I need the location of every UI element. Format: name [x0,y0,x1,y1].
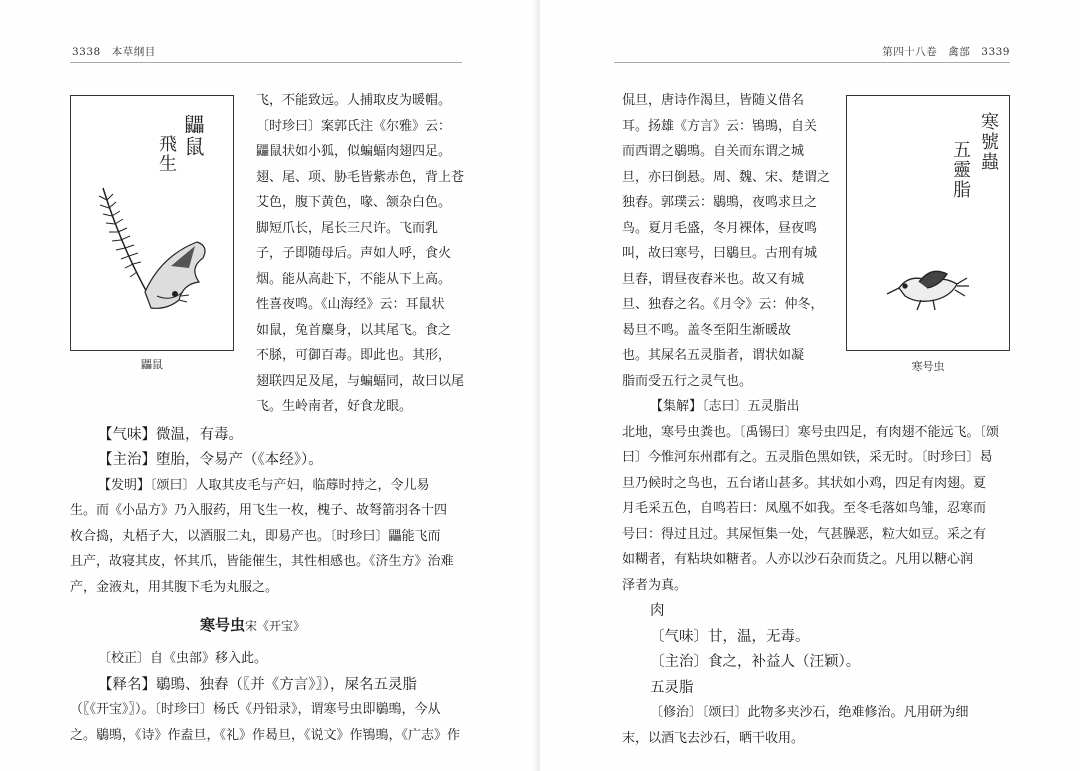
text-line: 之。鶡鴠，《诗》作盍旦，《礼》作曷旦，《说文》作鴇鴠，《广志》作 [70,727,461,743]
text-line: （〖《开宝》〗）。〔时珍曰〕杨氏《丹铅录》，谓寒号虫即鶡鴠，今从 [70,702,441,717]
text-line: 月毛采五色，自鸣若曰：凤凰不如我。至冬毛落如鸟雏，忍寒而 [622,501,987,516]
shiming-first-line: 【释名】鶡鴠、独舂（〖并《方言》〗），屎名五灵脂 [98,676,417,693]
text-line: 脂而受五行之灵气也。 [622,373,753,389]
text-line: 产，金液丸，用其腹下毛为丸服之。 [70,579,279,595]
text-line: 独舂。郭璞云：鶡鴠，夜鸣求旦之 [622,195,818,210]
text-line: 艾色，腹下黄色，喙、颔杂白色。 [256,195,452,210]
jijie-first-line: 【集解】〔志曰〕五灵脂出 [650,399,800,414]
figure-caption: 寒号虫 [911,360,945,373]
text-line: 号曰：得过且过。其屎恒集一处，气甚臊恶，粒大如豆。采之有 [622,526,987,542]
qiwei-entry: 【气味】微温，有毒。 [98,426,243,443]
figure-title-sub: 飛生 [156,134,177,174]
text-line: 叫，故曰寒号，曰鶡旦。古刑有城 [622,246,818,261]
text-line: 旦舂，谓昼夜舂米也。故又有城 [622,271,805,287]
text-line: 飞。生岭南者，好食龙眼。 [256,399,413,414]
figure-title-main: 寒號蟲 [978,112,999,172]
text-line: 鸟。夏月毛盛，冬月裸体，昼夜鸣 [622,220,818,236]
text-line: 〔时珍曰〕案郭氏注《尔雅》云： [256,118,452,134]
left-header-rule [70,62,462,63]
figure-title-sub: 五靈脂 [950,140,971,200]
section-title-source: 宋《开宝》 [245,619,306,633]
text-line: 脚短爪长，尾长三尺许。飞而乳 [256,220,439,236]
rou-qiwei-entry: 〔气味〕甘，温，无毒。 [650,628,810,645]
text-line: 鼺鼠状如小狐，似蝙蝠肉翅四足。 [256,144,452,159]
text-line: 如鼠，兔首麋身，以其尾飞。食之 [256,322,452,338]
text-line: 性喜夜鸣。《山海经》云：耳鼠状 [256,297,445,312]
text-line: 北地，寒号虫粪也。〔禹锡曰〕寒号虫四足，有肉翅不能远飞。〔颂 [622,424,1000,440]
hanhaochong-illustration [846,95,1010,351]
text-line: 泽者为真。 [622,577,688,593]
right-running-head: 第四十八卷 禽部 3339 [882,46,1010,58]
right-header-rule [614,62,1010,63]
text-line: 〔修治〕〔颂曰〕此物多夹沙石，绝难修治。凡用研为细 [650,705,969,720]
bird-drawing [847,96,1011,352]
section-title-name: 寒号虫 [200,616,246,634]
text-line: 侃旦，唐诗作渴旦，皆随义借名 [622,93,805,108]
rou-zhuzhi-entry: 〔主治〕食之，补益人（汪颖）。 [650,654,861,670]
text-line: 曰〕今惟河东州郡有之。五灵脂色黑如铁，采无时。〔时珍曰〕曷 [622,450,993,465]
wulingzhi-heading: 五灵脂 [650,679,694,696]
text-line: 不脎，可御百毒。即此也。其形， [256,348,452,363]
text-line: 且产，故寝其皮，怀其爪，皆能催生，其性相感也。《济生方》治难 [70,554,454,569]
text-line: 子，子即随母后。声如人呼，食火 [256,246,452,261]
text-line: 旦、独舂之名。《月令》云：仲冬， [622,297,824,312]
section-title-text [200,612,305,638]
text-line: 枚合捣，丸梧子大，以酒服二丸，即易产也。〔时珍曰〕鼺能飞而 [70,528,441,544]
text-line: 飞，不能致远。人捕取皮为暖帽。 [256,93,452,108]
text-line: 【发明】〔颂曰〕人取其皮毛与产妇，临蓐时持之，令儿易 [98,477,430,493]
text-line: 耳。扬雄《方言》云：鴇鴠，自关 [622,118,818,134]
text-line: 生。而《小品方》乃入服药，用飞生一枚，槐子、故弩箭羽各十四 [70,503,448,518]
text-line: 翅联四足及尾，与蝙蝠同，故曰以尾 [256,373,465,389]
text-line: 曷旦不鸣。盖冬至阳生渐暖故 [622,322,792,338]
text-line: 也。其屎名五灵脂者，谓状如凝 [622,348,805,363]
flying-squirrel-illustration [70,95,234,351]
rou-heading: 肉 [650,603,665,619]
text-line: 旦乃候时之鸟也，五台诸山甚多。其状如小鸡，四足有肉翅。夏 [622,475,987,491]
text-line: 旦，亦曰倒悬。周、魏、宋、楚谓之 [622,169,831,185]
text-line: 而西谓之鶡鴠。自关而东谓之城 [622,144,805,159]
text-line: 如糊者，有粘块如糖者。人亦以沙石杂而货之。凡用以糖心润 [622,552,974,567]
text-line: 末，以酒飞去沙石，晒干收用。 [622,730,805,746]
jiaozheng-entry: 〔校正〕自《虫部》移入此。 [98,651,268,666]
zhuzhi-entry: 【主治】堕胎，令易产（《本经》）。 [98,452,323,468]
figure-title-main: 鼺鼠 [181,114,205,158]
left-running-head: 3338 本草纲目 [72,46,156,58]
flying-squirrel-drawing [71,96,235,352]
figure-caption: 鼺鼠 [141,358,163,371]
text-line: 翅、尾、项、胁毛皆紫赤色，背上苍 [256,169,465,185]
text-line: 烟。能从高赴下，不能从下上高。 [256,271,452,287]
